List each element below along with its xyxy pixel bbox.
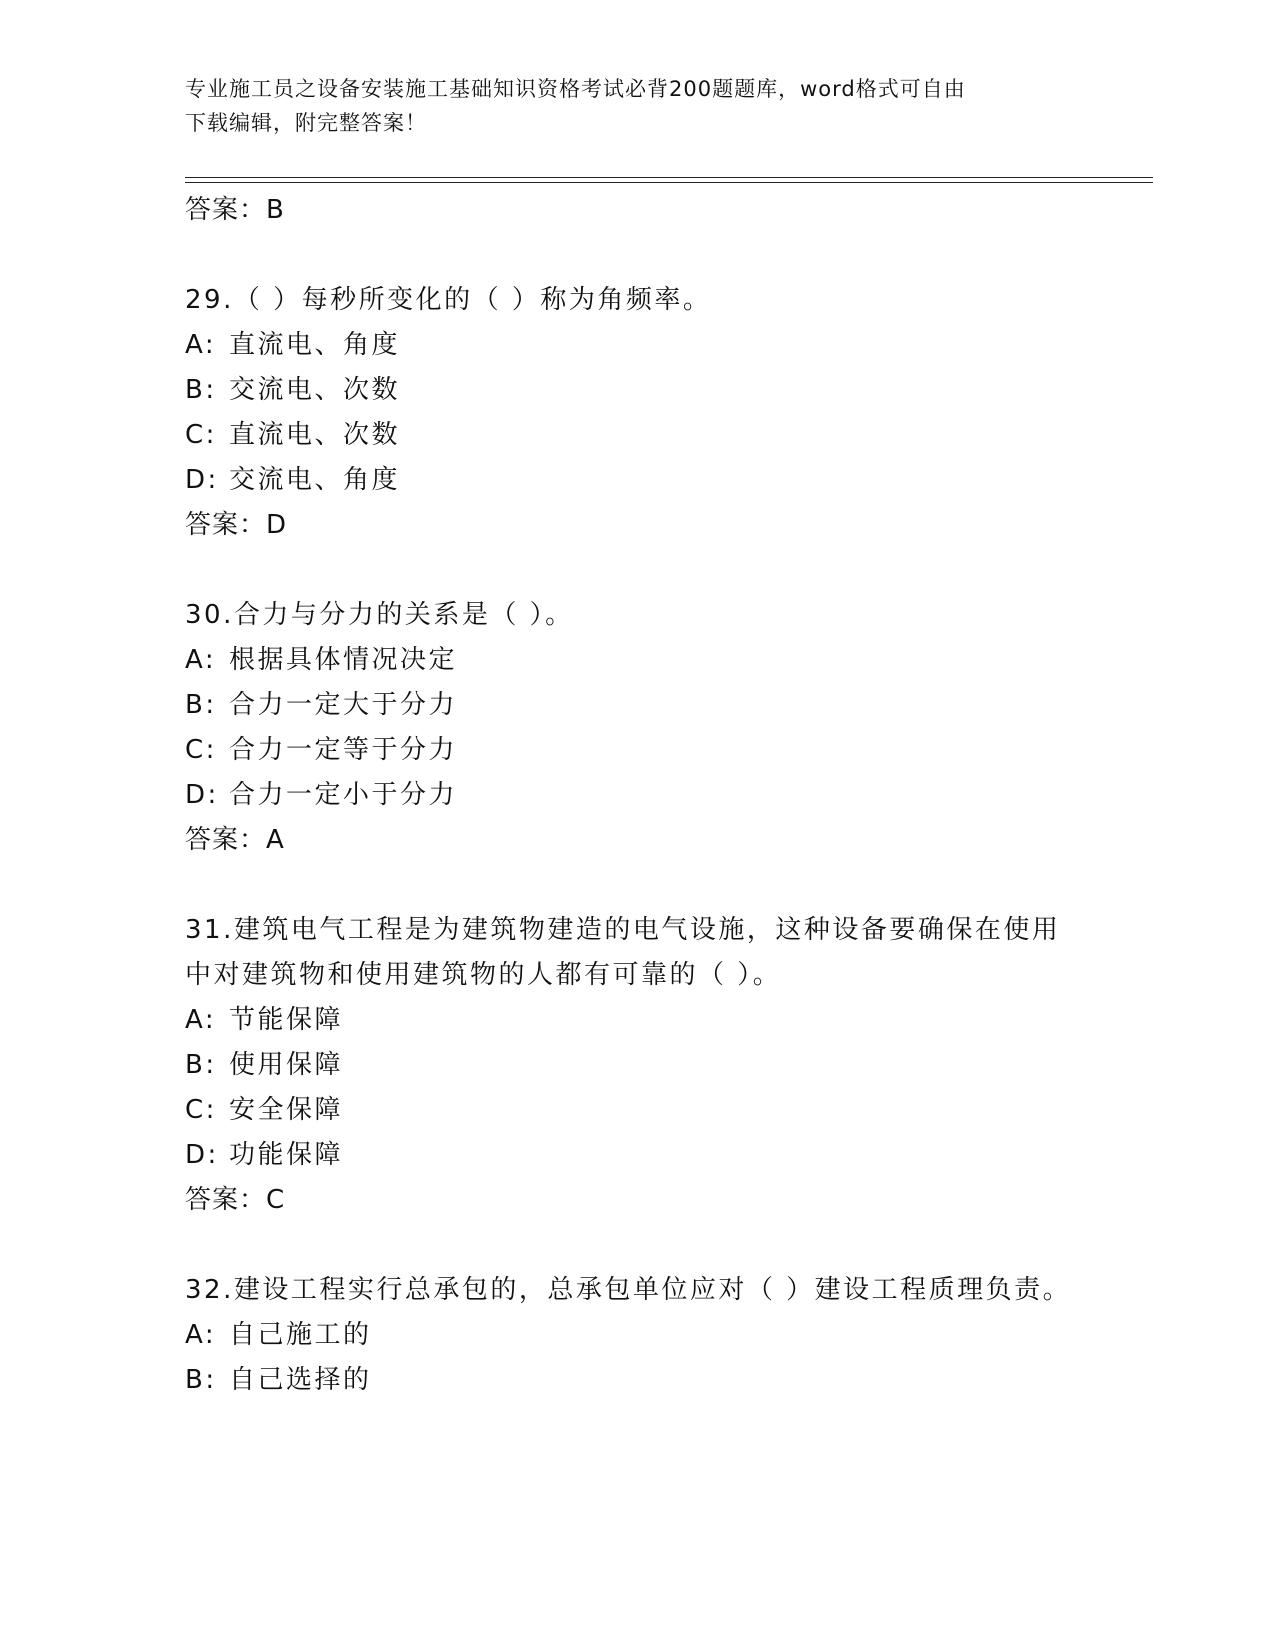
question-32 [185, 1268, 1085, 1403]
answer-line [185, 188, 1085, 232]
answer-value: B [266, 195, 285, 225]
question-number: 29. [185, 285, 234, 315]
question-list [185, 188, 1085, 1403]
question-number: 30. [185, 600, 234, 630]
option-label: C: [185, 1095, 217, 1125]
option-text: 交流电、角度 [229, 465, 401, 495]
option-a [185, 998, 1085, 1043]
option-text: 合力一定等于分力 [229, 735, 458, 765]
question-stem: 合力与分力的关系是（ ）。 [233, 600, 574, 630]
option-text: 使用保障 [229, 1050, 344, 1080]
header-rule-bottom [185, 182, 1153, 183]
question-31 [185, 908, 1085, 1222]
header-line-2: 下载编辑，附完整答案！ [185, 111, 427, 135]
option-c [185, 413, 1085, 458]
question-stem: （ ）每秒所变化的（ ）称为角频率。 [233, 285, 712, 315]
option-label: A: [185, 330, 217, 360]
answer-line [185, 1178, 1085, 1222]
option-label: C: [185, 735, 217, 765]
option-text: 合力一定大于分力 [229, 690, 458, 720]
answer-line [185, 818, 1085, 862]
question-number: 31. [185, 915, 234, 945]
answer-prefix: 答案： [185, 1185, 267, 1215]
option-text: 安全保障 [229, 1095, 344, 1125]
option-b [185, 368, 1085, 413]
question-30 [185, 593, 1085, 862]
option-label: B: [185, 1050, 217, 1080]
question-text [185, 908, 1085, 998]
question-stem: 建筑电气工程是为建筑物建造的电气设施，这种设备要确保在使用中对建筑物和使用建筑物的人都有可靠的（ ）。 [185, 915, 1061, 990]
question-29 [185, 278, 1085, 547]
option-label: B: [185, 375, 217, 405]
header-rule-top [185, 177, 1153, 178]
option-text: 直流电、角度 [229, 330, 401, 360]
option-label: D: [185, 1140, 219, 1170]
option-text: 直流电、次数 [229, 420, 401, 450]
document-header [185, 72, 1065, 140]
option-text: 自己选择的 [229, 1365, 372, 1395]
option-d [185, 1133, 1085, 1178]
answer-prefix: 答案： [185, 825, 267, 855]
option-label: A: [185, 645, 217, 675]
answer-prefix: 答案： [185, 195, 267, 225]
option-d [185, 458, 1085, 503]
option-a [185, 323, 1085, 368]
answer-line [185, 503, 1085, 547]
option-b [185, 1043, 1085, 1088]
header-line-1: 专业施工员之设备安装施工基础知识资格考试必背200题题库，word格式可自由 [185, 77, 966, 101]
answer-value: D [266, 510, 288, 540]
option-c [185, 728, 1085, 773]
option-b [185, 1358, 1085, 1403]
option-label: D: [185, 465, 219, 495]
option-text: 合力一定小于分力 [229, 780, 458, 810]
answer-prefix: 答案： [185, 510, 267, 540]
option-text: 交流电、次数 [229, 375, 401, 405]
question-number: 32. [185, 1275, 234, 1305]
option-label: D: [185, 780, 219, 810]
option-label: B: [185, 690, 217, 720]
question-text [185, 593, 1085, 638]
question-text [185, 1268, 1085, 1313]
option-label: A: [185, 1320, 217, 1350]
option-label: B: [185, 1365, 217, 1395]
option-text: 功能保障 [229, 1140, 344, 1170]
option-d [185, 773, 1085, 818]
option-a [185, 1313, 1085, 1358]
option-label: C: [185, 420, 217, 450]
answer-value: A [266, 825, 285, 855]
option-text: 自己施工的 [229, 1320, 372, 1350]
option-label: A: [185, 1005, 217, 1035]
option-text: 根据具体情况决定 [229, 645, 458, 675]
option-text: 节能保障 [229, 1005, 344, 1035]
option-b [185, 683, 1085, 728]
option-a [185, 638, 1085, 683]
answer-value: C [266, 1185, 286, 1215]
question-stem: 建设工程实行总承包的，总承包单位应对（ ）建设工程质理负责。 [233, 1275, 1072, 1305]
option-c [185, 1088, 1085, 1133]
question-text [185, 278, 1085, 323]
